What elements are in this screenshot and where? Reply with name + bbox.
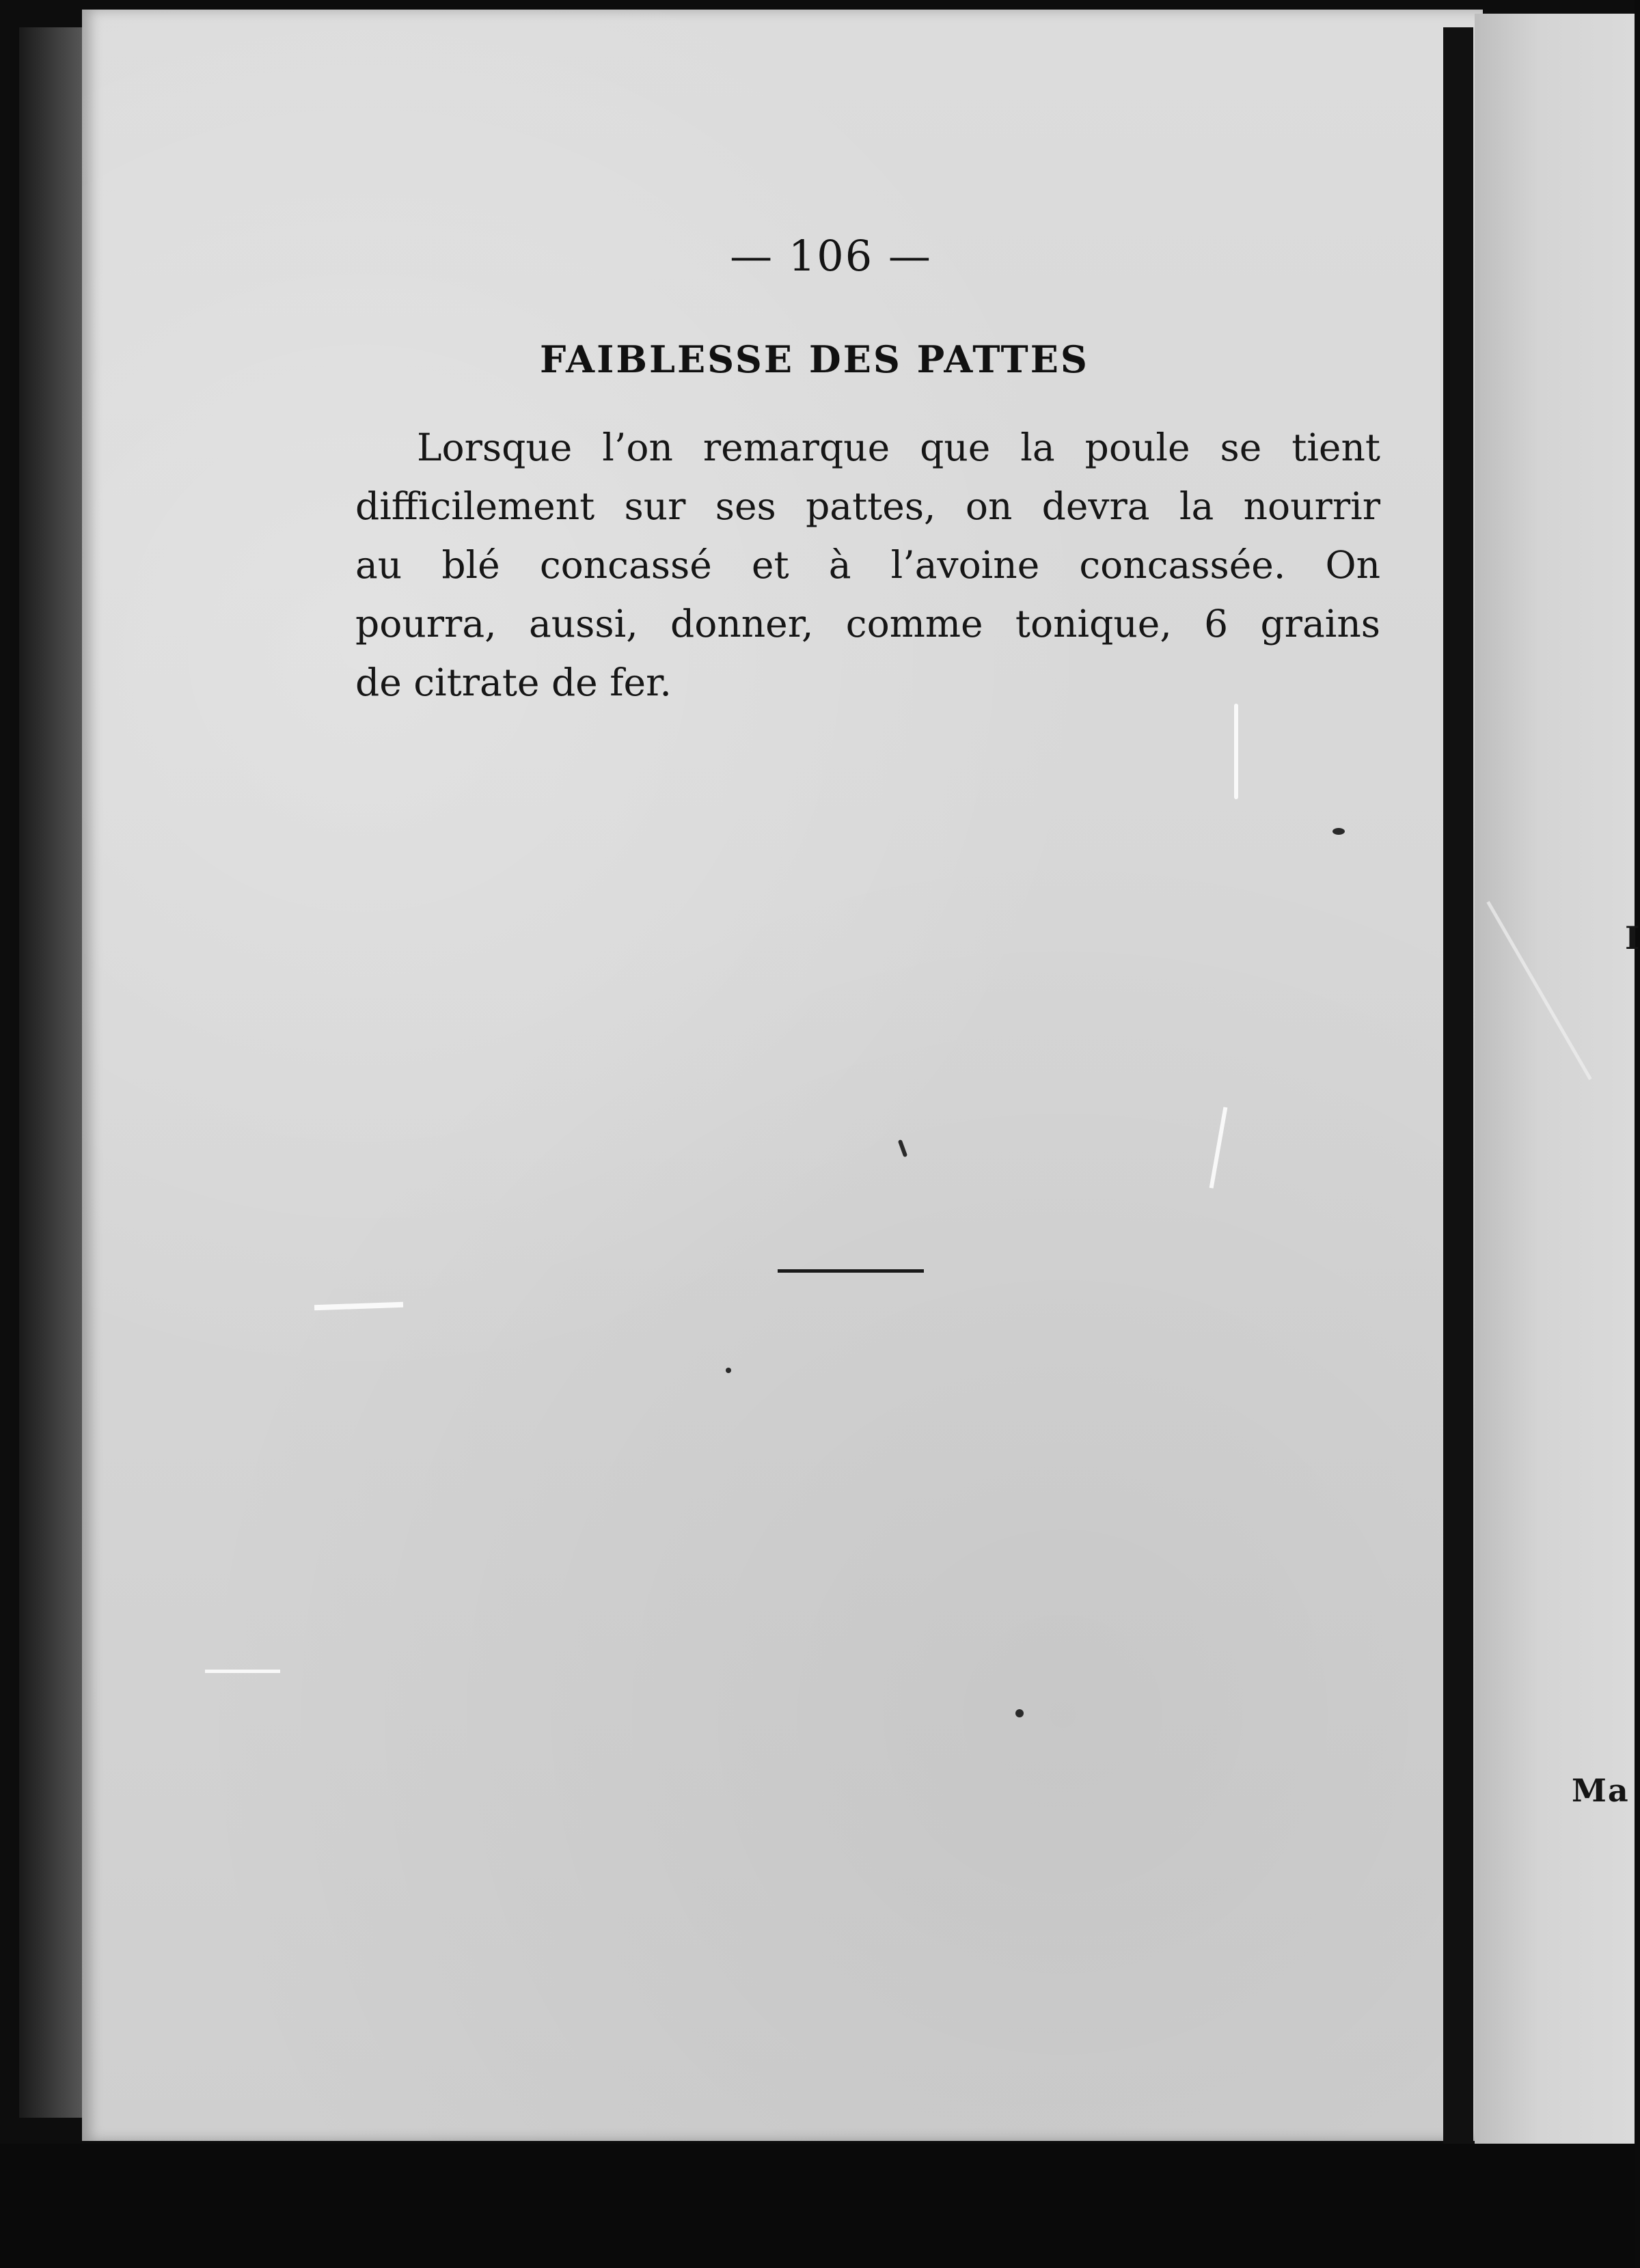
paragraph-line: difficilement sur ses pattes, on devra la nourrir	[355, 484, 1380, 528]
paragraph-line: Lorsque l’on remarque que la poule se tient	[417, 426, 1380, 469]
scan-speck	[726, 1368, 731, 1373]
scan-scratch	[205, 1670, 280, 1673]
body-paragraph	[355, 418, 1380, 712]
scan-speck	[1332, 828, 1345, 835]
book-gutter	[1443, 27, 1473, 2145]
scan-bottom-border	[0, 2144, 1635, 2268]
facing-page-text-fragment: Ma	[1572, 1772, 1630, 1809]
paragraph-line: pourra, aussi, donner, comme tonique, 6 grains	[355, 602, 1380, 646]
section-heading: FAIBLESSE DES PATTES	[540, 337, 1089, 381]
scan-speck	[1015, 1709, 1024, 1717]
facing-page-text-fragment: I	[1625, 919, 1640, 956]
facing-page-edge	[1475, 14, 1635, 2152]
paragraph-line: de citrate de fer.	[355, 661, 672, 704]
scan-scratch	[1234, 704, 1238, 799]
end-rule	[778, 1269, 924, 1273]
paragraph-line: au blé concassé et à l’avoine concassée. On	[355, 543, 1380, 587]
book-page	[82, 10, 1483, 2141]
page-number: — 106 —	[730, 231, 932, 281]
